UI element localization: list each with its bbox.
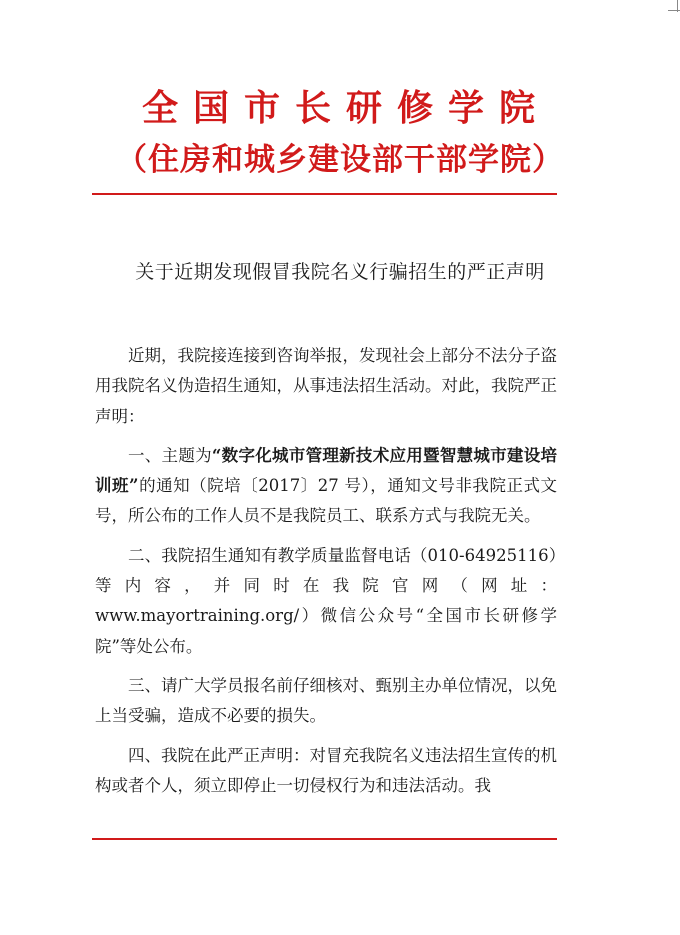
paragraph-intro: 近期，我院接连接到咨询举报，发现社会上部分不法分子盗用我院名义伪造招生通知，从事违法招生活动。对此，我院严正声明： bbox=[95, 346, 557, 426]
document-body bbox=[95, 341, 557, 801]
page-rule-bottom bbox=[92, 838, 557, 840]
document-title: 关于近期发现假冒我院名义行骗招生的严正声明 bbox=[135, 261, 545, 283]
item-1-topic: “数字化城市管理新技术应用暨智慧城市建设培训班” bbox=[95, 445, 557, 496]
letterhead bbox=[0, 84, 680, 184]
item-1-prefix: 一、主题为 bbox=[128, 445, 212, 465]
letterhead-rule-top bbox=[92, 193, 557, 195]
paragraph-item-1 bbox=[95, 441, 557, 532]
paragraph-item-2: 二、我院招生通知有教学质量监督电话（010-64925116）等内容，并同时在我院官网（网址：www.mayortraining.org/）微信公众号“全国市长研修学院”等处公布。 bbox=[95, 545, 557, 656]
paragraph-item-4: 四、我院在此严正声明：对冒充我院名义违法招生宣传的机构或者个人，须立即停止一切侵权行为和违法活动。我 bbox=[95, 745, 557, 795]
org-name: 全国市长研修学院 bbox=[141, 87, 550, 129]
item-1-suffix: 的通知（院培〔2017〕27 号），通知文号非我院正式文号，所公布的工作人员不是我院员工、联系方式与我院无关。 bbox=[95, 476, 558, 526]
corner-crop-mark bbox=[666, 0, 680, 14]
org-subname: （住房和城乡建设部干部学院） bbox=[116, 142, 564, 178]
paragraph-item-3: 三、请广大学员报名前仔细核对、甄别主办单位情况，以免上当受骗，造成不必要的损失。 bbox=[95, 675, 557, 726]
